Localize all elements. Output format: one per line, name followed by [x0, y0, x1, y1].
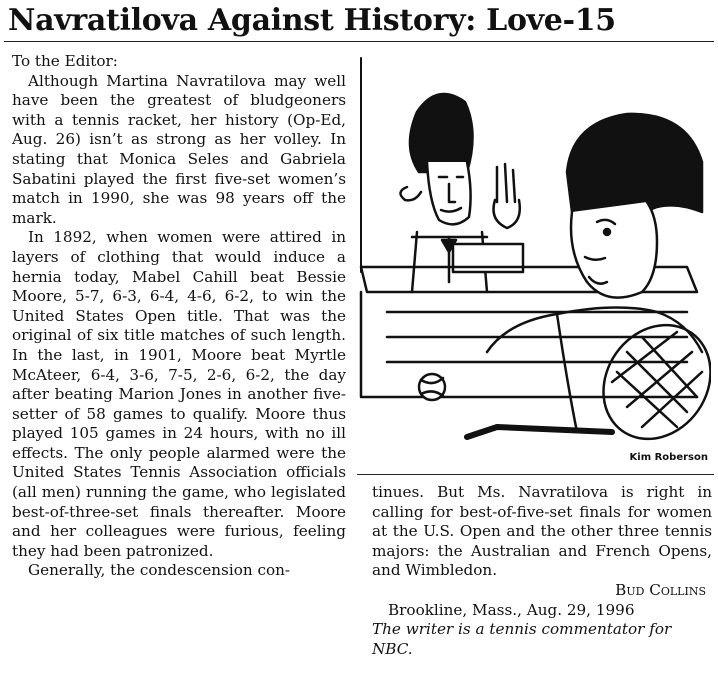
letter-column-left: [12, 52, 346, 581]
headline: Navratilova Against History: Love-15: [8, 3, 616, 38]
paragraph-1: Although Martina Navratilova may well have been the greatest of bludgeoners with a tennis racket, her history (Op-Ed, Aug. 26) isn’t as strong as her volley. In stating that Monica Seles and Gabriela Sabatini played the first five-set women’s match in 1990, she was 98 years off the mark.: [12, 71, 346, 227]
paragraph-3-start: Generally, the condescension con-: [28, 561, 291, 580]
salutation: To the Editor:: [12, 52, 118, 70]
signature-row: [372, 581, 712, 601]
location-date: Brookline, Mass., Aug. 29, 1996: [388, 600, 635, 619]
writer-note: The writer is a tennis commentator for NBC.: [372, 620, 672, 658]
letter-column-right: [372, 483, 712, 659]
illustration-credit: Kim Roberson: [629, 452, 708, 463]
signature: Bud Collins: [615, 580, 706, 599]
headline-rule: [4, 41, 714, 42]
paragraph-2: In 1892, when women were attired in layers of clothing that would induce a hernia today, Mabel Cahill beat Bessie Moore, 5-7, 6-3, 6-4, 4-6, 6-2, to win the United States Open title. That was the original of six title matches of such length. In the last, in 1901, Moore beat Myrtle McAteer, 6-4, 3-6, 7-5, 2-6, 6-2, the day after beating Marion Jones in another five-setter of 58 games to qualify. Moore thus played 105 games in 24 hours, with no ill effects. The only people alarmed were the United States Tennis Association officials (all men) running the game, who legislated best-of-three-set finals thereafter. Moore and her colleagues were furious, feeling they had been patronized.: [12, 228, 346, 560]
paragraph-3-end: tinues. But Ms. Navratilova is right in calling for best-of-five-set finals for women at the U.S. Open and the other three tennis majors: the Australian and French Opens, and Wimbledon.: [372, 483, 712, 580]
cartoon-illustration: [357, 52, 711, 477]
cartoon-bottom-rule: [357, 474, 714, 475]
